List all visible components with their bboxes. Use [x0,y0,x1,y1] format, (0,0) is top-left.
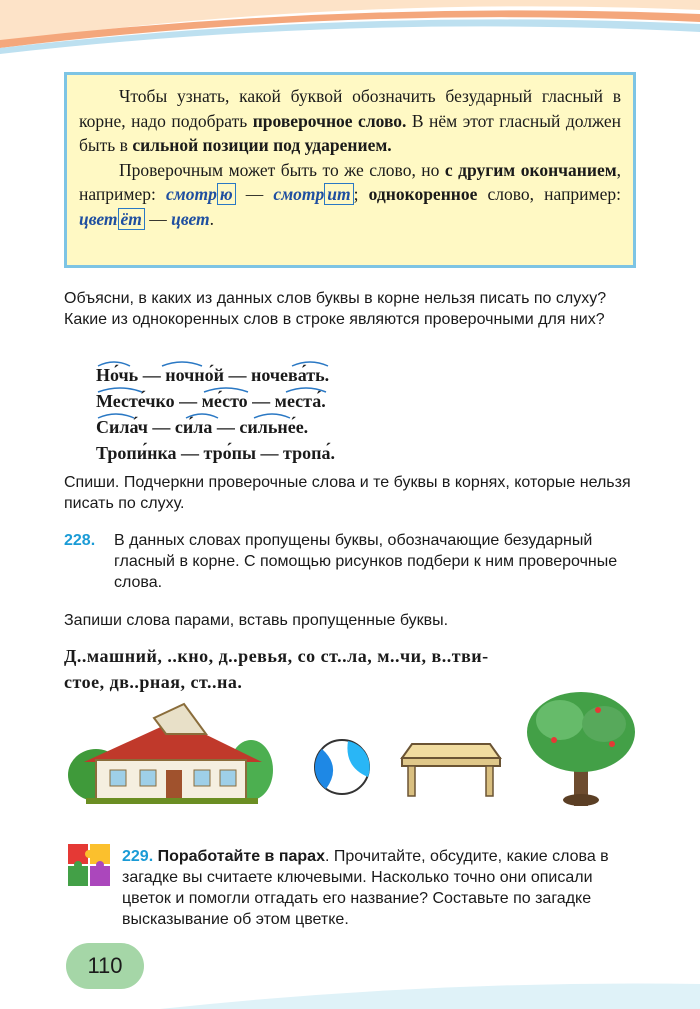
exercise-229-text: 229. Поработайте в парах. Прочитайте, обсудите, какие слова в загадке вы считаете ключевыми. Насколько точно они описали цветок и помогли отгадать его название? Составьте по загадке высказывание об этом цветке. [122,848,609,928]
puzzle-icon [66,842,112,888]
task-intro: Объясни, в каких из данных слов буквы в корне нельзя писать по слуху? Какие из однокоренных слов в строке являются проверочными для них? [64,290,607,328]
exercise-228-words-line1: Д..машний, ..кно, д..ревья, со ст..ла, м..чи, в..тви- [64,646,489,666]
exercise-228-number: 228. [64,532,96,549]
top-decoration [0,0,700,60]
exercise-228-words-line2: стое, дв..рная, ст..на. [64,672,243,692]
task-instruction: Спиши. Подчеркни проверочные слова и те буквы в корнях, которые нельзя писать по слуху. [64,474,631,512]
root-arcs [96,384,396,394]
rule-paragraph-1: Чтобы узнать, какой буквой обозначить безударный гласный в корне, надо подобрать проверочное слово. В нём этот гласный должен быть в сильной позиции под ударением. [79,86,621,155]
exercise-228-instruction: Запиши слова парами, вставь пропущенные буквы. [64,612,449,629]
ball-picture [312,737,372,797]
exercise-228-text: В данных словах пропущены буквы, обозначающие безударный гласный в корне. С помощью рисунков подбери к ним проверочные слова. [114,532,618,591]
word-row: Месте́чко — ме́сто — места́. [96,388,335,414]
house-picture [66,700,276,810]
root-arcs [96,410,396,420]
rule-box [64,72,636,268]
word-row: Но́чь — ночно́й — ночева́ть. [96,362,335,388]
rule-paragraph-2: Проверочным может быть то же слово, но с другим окончанием, например: смотр ю — смотр ит ; однокоренное слово, например: цвет ёт — цвет. [79,159,622,229]
page-number: 110 [66,943,144,989]
word-row: Тропи́нка — тро́пы — тропа́. [96,443,335,463]
tree-picture [524,688,640,812]
word-row: Сила́ч — си́ла — сильне́е. [96,414,335,440]
table-picture [398,742,503,798]
root-arcs [96,358,396,368]
word-rows [96,362,335,466]
